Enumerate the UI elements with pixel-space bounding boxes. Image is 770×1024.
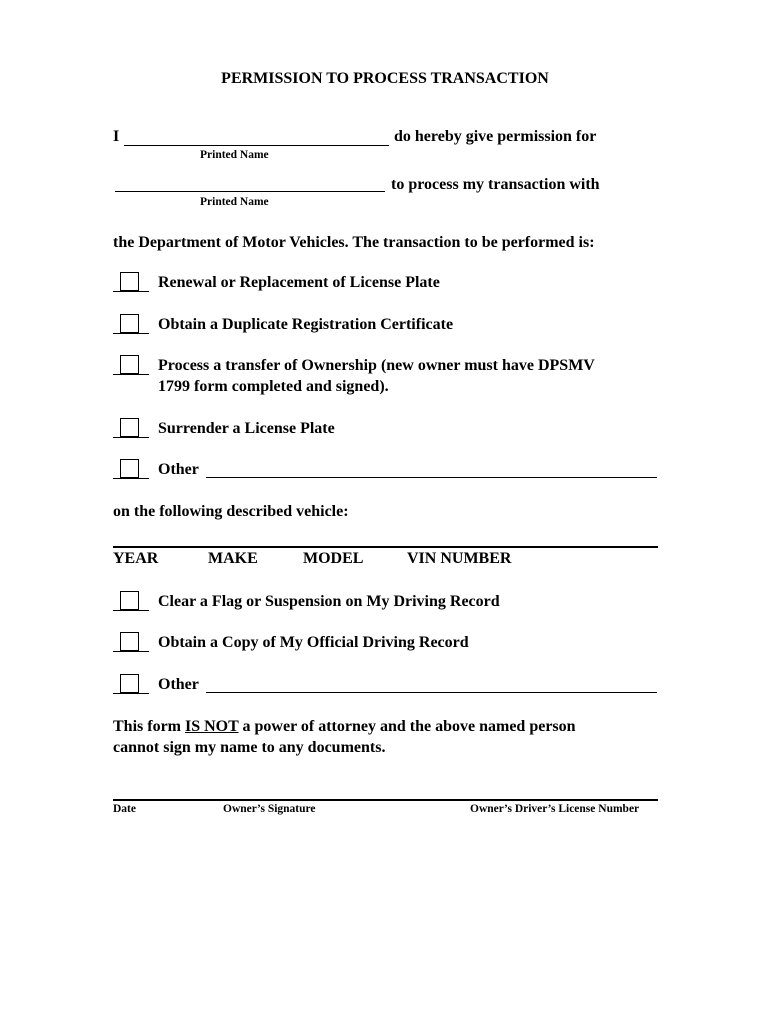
- license-number-caption: Owner’s Driver’s License Number: [470, 803, 640, 815]
- signature-rule[interactable]: [113, 799, 658, 801]
- option-label-duplicate-registration: Obtain a Duplicate Registration Certificate: [158, 316, 454, 333]
- header-year: YEAR: [113, 550, 159, 567]
- checkbox-clear-flag[interactable]: [120, 591, 139, 610]
- checkbox-transfer-ownership[interactable]: [120, 355, 139, 374]
- line1-prefix: I: [113, 128, 120, 145]
- date-caption: Date: [113, 803, 136, 815]
- option-label-transfer-ownership-line2: 1799 form completed and signed).: [158, 378, 389, 395]
- transaction-intro: the Department of Motor Vehicles. The transaction to be performed is:: [113, 234, 595, 251]
- line2-suffix: to process my transaction with: [391, 176, 600, 193]
- line1-suffix: do hereby give permission for: [394, 128, 597, 145]
- checkbox-renewal[interactable]: [120, 272, 139, 291]
- checkbox-duplicate-registration[interactable]: [120, 314, 139, 333]
- checkbox-surrender-plate[interactable]: [120, 418, 139, 437]
- form-title: PERMISSION TO PROCESS TRANSACTION: [221, 70, 549, 87]
- header-model: MODEL: [303, 550, 364, 567]
- checkbox-driver-other[interactable]: [120, 674, 139, 693]
- checkbox-copy-record[interactable]: [120, 632, 139, 651]
- header-make: MAKE: [208, 550, 258, 567]
- option-label-renewal: Renewal or Replacement of License Plate: [158, 274, 440, 291]
- disclaimer-emphasis: IS NOT: [185, 718, 239, 735]
- printed-name-field-2[interactable]: [115, 191, 385, 192]
- vehicle-other-field[interactable]: [206, 477, 657, 478]
- option-label-copy-record: Obtain a Copy of My Official Driving Record: [158, 634, 469, 651]
- header-vin: VIN NUMBER: [407, 550, 512, 567]
- driver-other-field[interactable]: [206, 692, 657, 693]
- checkbox-vehicle-other[interactable]: [120, 459, 139, 478]
- disclaimer-line2: cannot sign my name to any documents.: [113, 739, 386, 756]
- vehicle-prompt: on the following described vehicle:: [113, 503, 349, 520]
- option-label-driver-other: Other: [158, 676, 199, 693]
- disclaimer-pre: This form: [113, 718, 185, 735]
- option-label-transfer-ownership: Process a transfer of Ownership (new owner must have DPSMV: [158, 357, 595, 374]
- disclaimer-line1: [113, 718, 576, 736]
- printed-name-caption-2: Printed Name: [200, 196, 269, 208]
- printed-name-caption-1: Printed Name: [200, 149, 269, 161]
- vehicle-rule: [113, 546, 658, 548]
- disclaimer-post: a power of attorney and the above named person: [238, 718, 576, 735]
- option-label-vehicle-other: Other: [158, 461, 199, 478]
- printed-name-field-1[interactable]: [124, 145, 389, 146]
- option-label-surrender-plate: Surrender a License Plate: [158, 420, 335, 437]
- owner-signature-caption: Owner’s Signature: [223, 803, 316, 815]
- option-label-clear-flag: Clear a Flag or Suspension on My Driving Record: [158, 593, 500, 610]
